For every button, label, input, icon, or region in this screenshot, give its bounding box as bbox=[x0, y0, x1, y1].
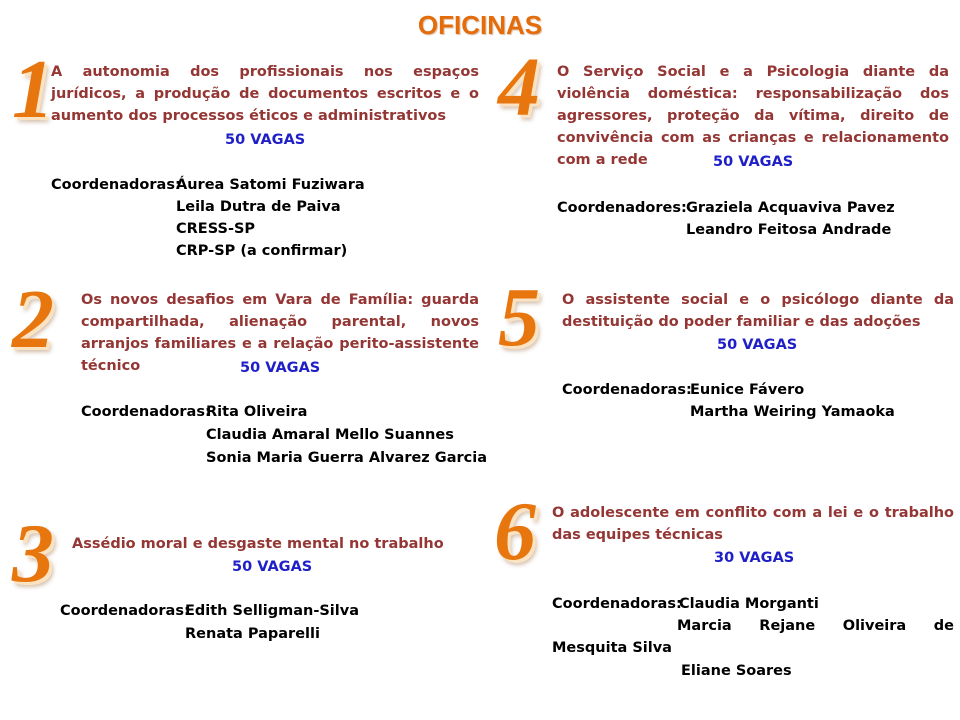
workshop-number: 1 bbox=[12, 43, 54, 136]
workshop-number: 2 bbox=[12, 273, 54, 366]
coordinator-name: Rita Oliveira bbox=[206, 404, 308, 420]
workshop-number: 4 bbox=[498, 41, 540, 134]
coordinator-name: Sonia Maria Guerra Alvarez Garcia bbox=[206, 450, 487, 466]
coordinator-name: Claudia Amaral Mello Suannes bbox=[206, 427, 454, 443]
coordinators-label: Coordenadoras: bbox=[60, 603, 190, 619]
coordinators-label: Coordenadoras: bbox=[562, 382, 692, 398]
vagas-count: 50 VAGAS bbox=[713, 154, 794, 170]
workshop-number: 3 bbox=[12, 507, 54, 600]
vagas-count: 50 VAGAS bbox=[240, 360, 321, 376]
vagas-count: 50 VAGAS bbox=[225, 132, 306, 148]
workshop-topic: Os novos desafios em Vara de Família: guarda compartilhada, alienação parental, novos arranjos familiares e a relação perito-assistente técnico bbox=[81, 292, 479, 374]
workshop-number: 5 bbox=[498, 271, 540, 364]
coordinator-name: CRESS-SP bbox=[176, 221, 256, 237]
coordinator-name: Áurea Satomi Fuziwara bbox=[176, 177, 365, 193]
vagas-count: 30 VAGAS bbox=[714, 550, 795, 566]
coordinator-name: Leandro Feitosa Andrade bbox=[686, 222, 892, 238]
coordinator-name: Marcia Rejane Oliveira de bbox=[677, 618, 954, 634]
coordinator-name: Claudia Morganti bbox=[679, 596, 819, 612]
workshop-topic: O assistente social e o psicólogo diante da destituição do poder familiar e das adoções bbox=[562, 292, 954, 330]
vagas-count: 50 VAGAS bbox=[717, 337, 798, 353]
workshop-topic: A autonomia dos profissionais nos espaços jurídicos, a produção de documentos escritos e o aumento dos processos éticos e administrativos bbox=[51, 64, 479, 124]
coordinators-label: Coordenadores: bbox=[557, 200, 687, 216]
workshop-topic: O Serviço Social e a Psicologia diante da violência doméstica: responsabilização dos agressores, proteção da vítima, direito de convivência com as crianças e relacionamento com a rede bbox=[557, 64, 949, 168]
coordinator-name: Leila Dutra de Paiva bbox=[176, 199, 341, 215]
coordinator-name: Martha Weiring Yamaoka bbox=[690, 404, 895, 420]
workshop-number: 6 bbox=[494, 485, 536, 578]
coordinator-name: Edith Selligman-Silva bbox=[185, 603, 359, 619]
page-title: OFICINAS bbox=[417, 10, 543, 40]
coordinator-name: CRP-SP (a confirmar) bbox=[176, 243, 348, 259]
workshop-topic: Assédio moral e desgaste mental no trabalho bbox=[72, 536, 444, 552]
coordinators-label: Coordenadoras: bbox=[81, 404, 211, 420]
coordinator-name: Renata Paparelli bbox=[185, 626, 320, 642]
workshop-topic: O adolescente em conflito com a lei e o trabalho das equipes técnicas bbox=[552, 505, 954, 543]
coordinator-name: Eunice Fávero bbox=[690, 382, 805, 398]
coordinator-name: Eliane Soares bbox=[681, 663, 792, 679]
coordinators-label: Coordenadoras: bbox=[51, 177, 181, 193]
coordinator-name: Graziela Acquaviva Pavez bbox=[686, 200, 895, 216]
coordinators-label: Coordenadoras: bbox=[552, 596, 682, 612]
coordinator-name: Mesquita Silva bbox=[552, 640, 672, 656]
vagas-count: 50 VAGAS bbox=[232, 559, 313, 575]
